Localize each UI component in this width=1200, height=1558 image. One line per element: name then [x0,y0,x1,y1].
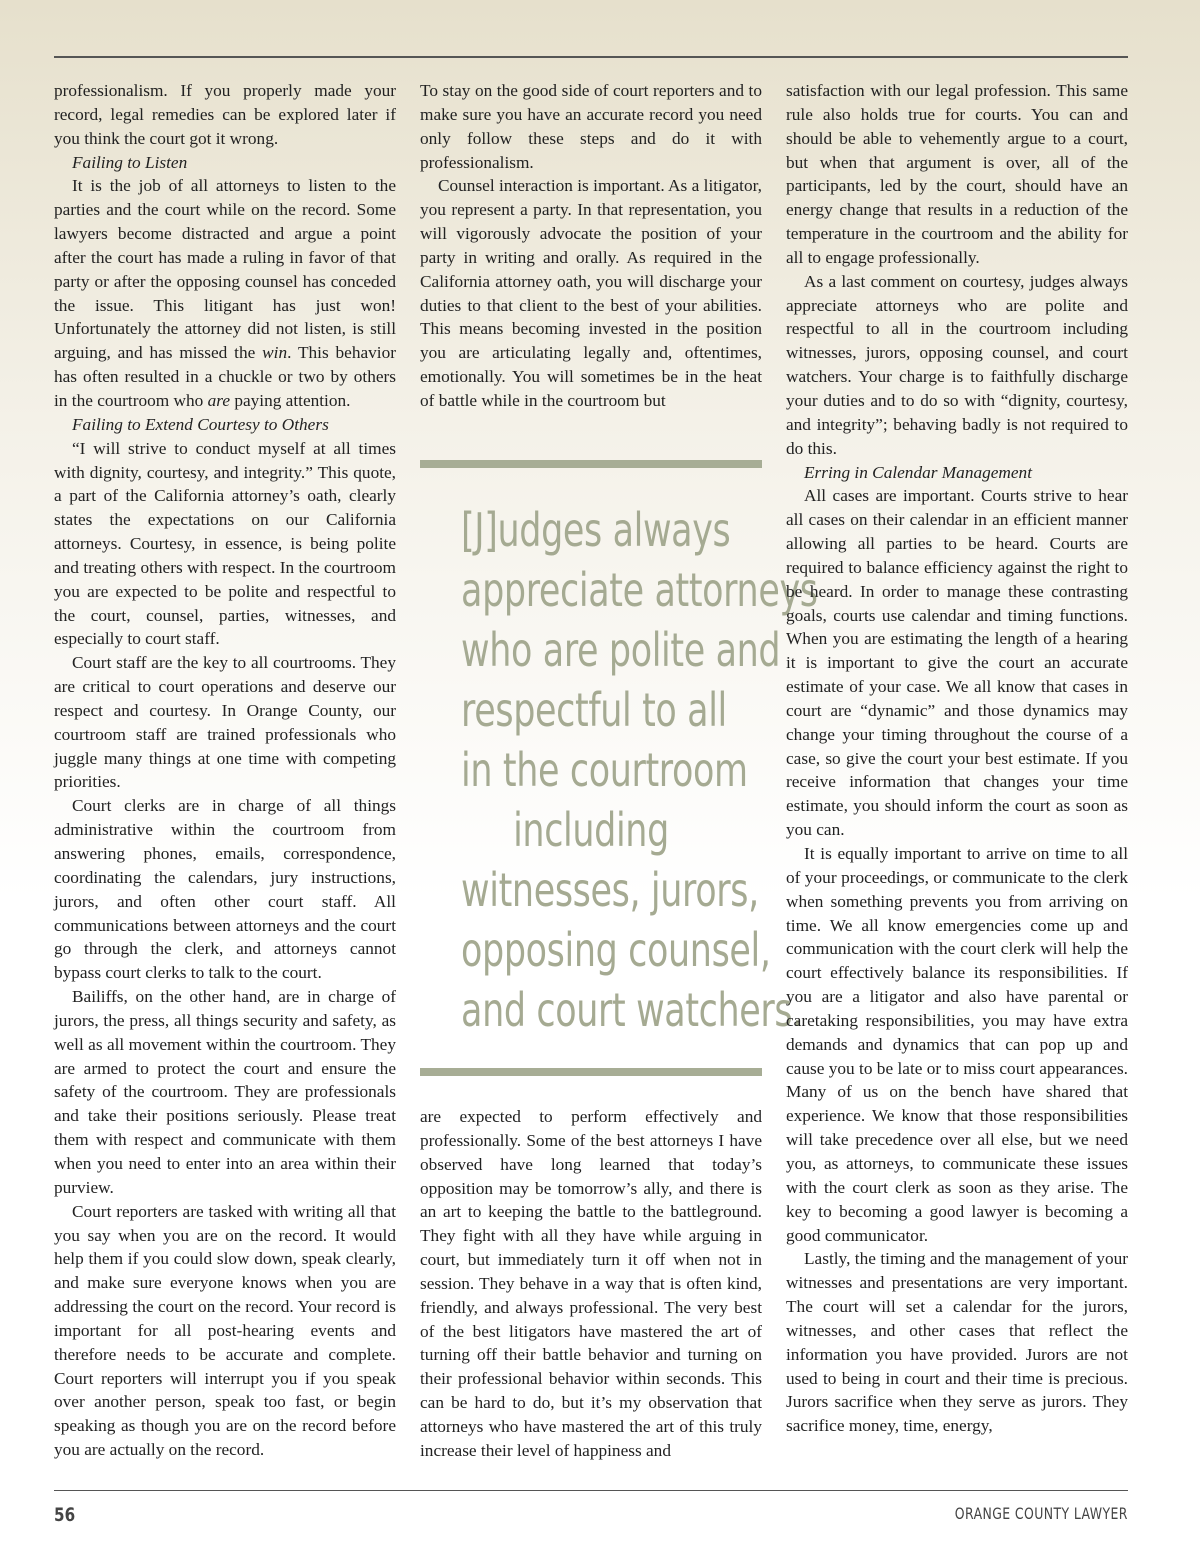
paragraph: Court reporters are tasked with writing all that you say when you are on the record. It would help them if you could slow down, speak clearly, and make sure everyone knows when you are addressing the court on the record. Your record is important for all post-hearing events and therefore needs to be accurate and complete. Court reporters will interrupt you if you speak over another person, speak too fast, or begin speaking as though you are on the record before you are actually on the record. [54,1201,396,1460]
page-number: 56 [54,1504,76,1526]
paragraph: Court staff are the key to all courtrooms. They are critical to court operations and deserve our respect and courtesy. In Orange County, our courtroom staff are trained professionals who juggle many things at one time with competing priorities. [54,653,396,792]
paragraph: are expected to perform effectively and professionally. Some of the best attorneys I have observed have long learned that today’s opposition may be tomorrow’s ally, and there is an art to keeping the battle to the battleground. They fight with all they have while arguing in court, but immediately turn it off when not in session. They behave in a way that is often kind, friendly, and always professional. The very best of the best litigators have mastered the art of turning off their battle behavior and turning on their professional behavior within seconds. This can be hard to do, but it’s my observation that attorneys who have mastered the art of this truly increase their level of happiness and [420,1107,762,1460]
paragraph: Lastly, the timing and the management of your witnesses and presentations are very important. The court will set a calendar for the jurors, witnesses, and other cases that reflect the information you have provided. Jurors are not used to being in court and their time is precious. Jurors sacrifice when they serve as jurors. They sacrifice money, time, energy, [786,1249,1128,1436]
column-2-bottom [420,1105,762,1463]
pull-quote-line: in the courtroom [461,743,748,797]
subheading-erring-in-calendar-management: Erring in Calendar Management [804,462,1032,482]
paragraph: professionalism. If you properly made your record, legal remedies can be explored later if you think the court got it wrong. [54,81,396,148]
paragraph: Bailiffs, on the other hand, are in charge of jurors, the press, all things security and safety, as well as all movement within the courtroom. They are armed to protect the court and ensure the safety of the courtroom. They are professionals and take their positions seriously. Please treat them with respect and communicate with them when you need to enter into an area within their purview. [54,987,396,1197]
pull-quote-bottom-bar [420,1068,762,1076]
pull-quote-line: opposing counsel, [461,923,771,977]
pull-quote-top-bar [420,460,762,468]
paragraph: Court clerks are in charge of all things administrative within the courtroom from answering phones, emails, correspondence, coordinating the calendars, jury instructions, jurors, and often other court staff. All communications between attorneys and the court go through the clerk, and attorneys cannot bypass court clerks to talk to the court. [54,796,396,983]
paragraph: It is equally important to arrive on time to all of your proceedings, or communicate to the clerk when something prevents you from arriving on time. We all know emergencies come up and communication with the court clerk will help the court effectively balance its responsibilities. If you are a litigator and also have parental or caretaking responsibilities, you may have extra demands and dynamics that can pop up and cause you to be late or to miss court appearances. Many of us on the bench have shared that experience. We know that those responsibilities will take precedence over all else, but we need you, as attorneys, to communicate these issues with the court clerk as soon as they arise. The key to becoming a good lawyer is becoming a good communicator. [786,844,1128,1245]
pull-quote-line: and court watchers. [461,983,803,1037]
top-rule [54,56,1128,58]
paragraph: “I will strive to conduct myself at all times with dignity, courtesy, and integrity.” This quote, a part of the California attorney’s oath, clearly states the expectations on our California attorneys. Courtesy, in essence, is being polite and treating others with respect. In the courtroom you are expected to be polite and respectful to the court, counsel, parties, witnesses, and especially to court staff. [54,438,396,649]
column-3 [786,79,1128,1438]
emphasis-win: win [262,343,288,363]
paragraph: Counsel interaction is important. As a litigator, you represent a party. In that representation, you will vigorously advocate the position of your party in writing and orally. As required in the California attorney oath, you will discharge your duties to that client to the best of your abilities. This means becoming invested in the position you are articulating legally and, oftentimes, emotionally. You will sometimes be in the heat of battle while in the courtroom but [420,176,762,410]
bottom-rule [54,1490,1128,1491]
pull-quote-line: [J]udges always [461,503,731,557]
column-2-top [420,79,762,413]
subheading-failing-to-extend-courtesy: Failing to Extend Courtesy to Others [72,414,329,434]
pull-quote-line: appreciate attorneys [461,563,818,617]
paragraph: As a last comment on courtesy, judges always appreciate attorneys who are polite and respectful to all in the courtroom including witnesses, jurors, opposing counsel, and court watchers. Your charge is to faithfully discharge your duties and to do so with “dignity, courtesy, and integrity”; behaving badly is not required to do this. [786,271,1128,458]
pull-quote-line: who are polite and [461,623,781,677]
paragraph: satisfaction with our legal profession. This same rule also holds true for courts. You can and should be able to vehemently argue to a court, but when that argument is over, all of the participants, led by the court, should have an energy change that results in a reduction of the temperature in the courtroom and the ability for all to engage professionally. [786,81,1128,267]
pull-quote-line: respectful to all [461,683,727,737]
paragraph: All cases are important. Courts strive to hear all cases on their calendar in an efficient manner allowing all parties to be heard. Courts are required to balance efficiency against the right to be heard. In order to manage these contrasting goals, courts use calendar and timing functions. When you are estimating the length of a hearing it is important to give the court an accurate estimate of your case. We all know that cases in court are “dynamic” and those dynamics may change your timing throughout the course of a case, so give the court your best estimate. If you receive information that changes your time estimate, you should inform the court as soon as you can. [786,486,1128,840]
paragraph: It is the job of all attorneys to listen to the parties and the court while on the record. Some lawyers become distracted and argue a point after the court has made a ruling in favor of that party or after the opposing counsel has conceded the issue. This litigant has just won! Unfortunately the attorney did not listen, is still arguing, and has missed the win. This behavior has often resulted in a chuckle or two by others in the courtroom who are paying attention. [54,176,396,410]
pull-quote-line: witnesses, jurors, [461,863,759,917]
paragraph: To stay on the good side of court reporters and to make sure you have an accurate record you need only follow these steps and do it with professionalism. [420,81,762,172]
pull-quote [461,500,818,1040]
pull-quote-line: including [513,803,669,857]
subheading-failing-to-listen: Failing to Listen [72,152,188,172]
emphasis-are: are [207,390,230,410]
column-1 [54,79,396,1462]
publication-name: ORANGE COUNTY LAWYER [954,1504,1128,1523]
